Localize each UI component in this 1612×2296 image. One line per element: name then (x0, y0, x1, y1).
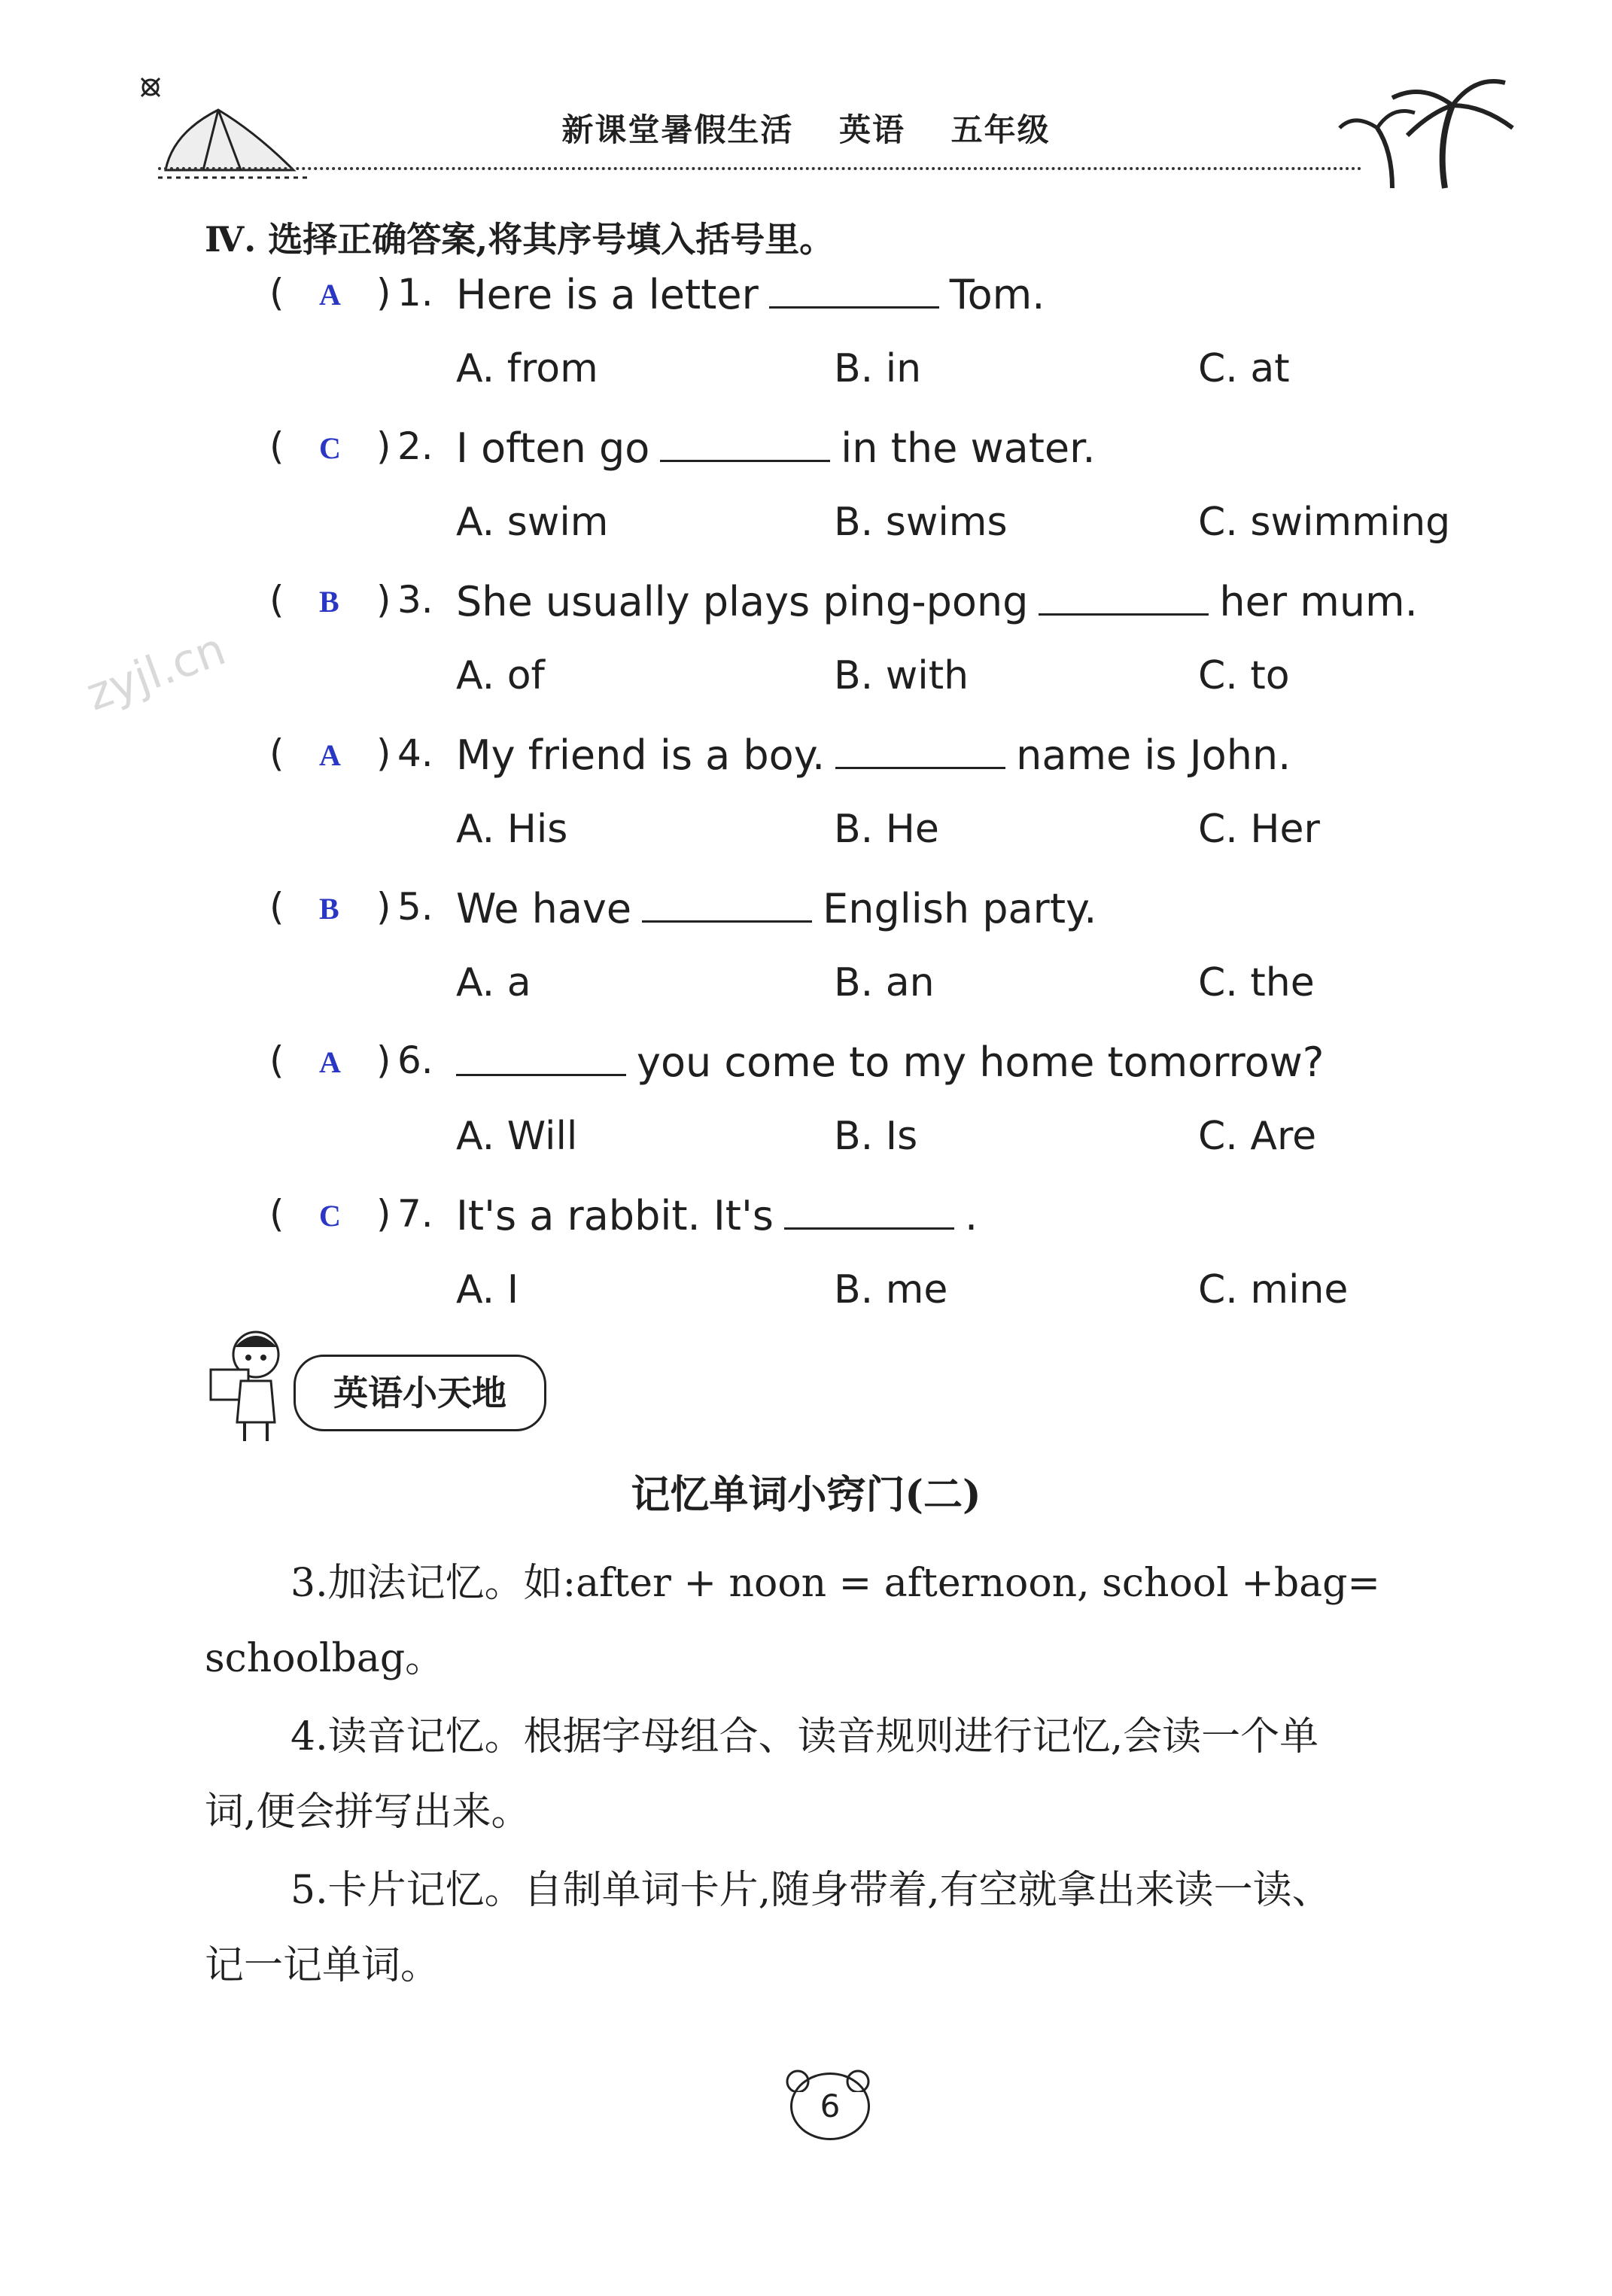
option-b: B. in (834, 346, 922, 391)
options-row (0, 1114, 1612, 1189)
answer-text: B (319, 585, 339, 619)
options-row (0, 500, 1612, 575)
tip-text: 5.卡片记忆。自制单词卡片,随身带着,有空就拿出来读一读、 (290, 1868, 1331, 1913)
answer-text: A (319, 738, 341, 772)
question-row (0, 424, 1612, 500)
question-number: 3. (397, 578, 433, 622)
answer-paren-left: ( (269, 731, 284, 775)
answer-paren-left: ( (269, 271, 284, 315)
question-number: 6. (397, 1039, 433, 1082)
answer-text: A (319, 278, 341, 312)
question-text-before: She usually plays ping-pong (456, 578, 1029, 625)
answer-paren-right: ) (376, 578, 391, 622)
answer-paren-left: ( (269, 578, 284, 622)
question-row (0, 1039, 1612, 1114)
question-text (456, 1192, 978, 1239)
option-c: C. mine (1198, 1267, 1349, 1312)
option-c: C. swimming (1198, 500, 1451, 545)
tip-line: schoolbag。 (205, 1636, 445, 1681)
tip-line: 记一记单词。 (205, 1943, 440, 1988)
question-text-after: English party. (823, 885, 1097, 932)
option-c: C. the (1198, 960, 1315, 1005)
watermark: zyjl.cn (79, 622, 233, 722)
answer-text: C (319, 1199, 341, 1233)
answer-blank (642, 913, 812, 923)
question-row (0, 885, 1612, 960)
question-text (456, 271, 1045, 318)
answer-paren-right: ) (376, 1039, 391, 1082)
option-a: A. of (456, 653, 545, 698)
question-text-after: her mum. (1219, 578, 1418, 625)
answer-paren-left: ( (269, 1192, 284, 1236)
question-text-before: It's a rabbit. It's (456, 1192, 774, 1239)
subject-label: 英语 (838, 111, 905, 148)
answer-paren-left: ( (269, 424, 284, 468)
answer-paren-left: ( (269, 1039, 284, 1082)
answer-paren-left: ( (269, 885, 284, 929)
question-text-before: I often go (456, 424, 650, 472)
question-number: 5. (397, 885, 433, 929)
question-text-after: . (964, 1192, 978, 1239)
page-number-badge (775, 2062, 881, 2145)
question-number: 2. (397, 424, 433, 468)
question-text-after: name is John. (1016, 731, 1291, 779)
answer-paren-right: ) (376, 1192, 391, 1236)
grade-label: 五年级 (950, 111, 1051, 148)
question-text-before: My friend is a boy. (456, 731, 826, 779)
option-a: A. from (456, 346, 598, 391)
question-number: 1. (397, 271, 433, 315)
option-a: A. His (456, 807, 568, 852)
section-heading: Ⅳ. 选择正确答案,将其序号填入括号里。 (205, 219, 835, 260)
option-b: B. an (834, 960, 935, 1005)
boy-reading-icon (203, 1324, 309, 1445)
answer-text: C (319, 431, 341, 465)
answer-paren-right: ) (376, 731, 391, 775)
question-text (456, 578, 1418, 625)
question-row (0, 271, 1612, 346)
header-divider (158, 167, 1362, 170)
option-a: A. a (456, 960, 531, 1005)
tip-line (205, 1699, 1454, 1774)
question-text-after: in the water. (841, 424, 1096, 472)
tip-paragraph (205, 1699, 1454, 1850)
answer-blank (660, 452, 830, 462)
question-number: 4. (397, 731, 433, 775)
question-row (0, 578, 1612, 653)
option-c: C. Her (1198, 807, 1320, 852)
answer-text: B (319, 892, 339, 926)
answer-blank (1039, 606, 1209, 616)
tip-text: 4.读音记忆。根据字母组合、读音规则进行记忆,会读一个单 (290, 1714, 1319, 1759)
question-row (0, 731, 1612, 807)
question-number: 7. (397, 1192, 433, 1236)
header-title (0, 105, 1612, 151)
answer-blank (769, 299, 939, 309)
question-text-after: you come to my home tomorrow? (637, 1039, 1325, 1086)
answer-blank (456, 1066, 626, 1076)
answer-blank (784, 1220, 954, 1230)
answer-paren-right: ) (376, 424, 391, 468)
question-row (0, 1192, 1612, 1267)
question-text (456, 731, 1291, 779)
option-a: A. I (456, 1267, 519, 1312)
tip-line (205, 1853, 1454, 1928)
tip-paragraph (205, 1853, 1454, 2003)
options-row (0, 807, 1612, 882)
option-b: B. me (834, 1267, 948, 1312)
tip-paragraph (205, 1546, 1454, 1696)
option-c: C. to (1198, 653, 1290, 698)
option-b: B. with (834, 653, 969, 698)
question-text-before: Here is a letter (456, 271, 759, 318)
book-title: 新课堂暑假生活 (561, 111, 794, 148)
answer-text: A (319, 1045, 341, 1079)
question-text (456, 424, 1096, 472)
answer-paren-right: ) (376, 271, 391, 315)
answer-paren-right: ) (376, 885, 391, 929)
option-a: A. swim (456, 500, 609, 545)
options-row (0, 960, 1612, 1035)
tips-title: 记忆单词小窍门(二) (631, 1472, 981, 1518)
corner-label: 英语小天地 (294, 1355, 546, 1431)
option-b: B. Is (834, 1114, 918, 1159)
tip-text: 3.加法记忆。如:after + noon = afternoon, school +bag= (290, 1561, 1380, 1606)
option-b: B. He (834, 807, 939, 852)
options-row (0, 653, 1612, 728)
tip-line: 词,便会拼写出来。 (205, 1790, 531, 1835)
option-c: C. at (1198, 346, 1290, 391)
page-number: 6 (790, 2072, 870, 2140)
question-text-before: We have (456, 885, 632, 932)
english-corner-banner (203, 1324, 549, 1445)
question-text (456, 885, 1096, 932)
question-text (456, 1039, 1324, 1086)
answer-blank (835, 759, 1005, 769)
tip-line (205, 1546, 1454, 1621)
option-c: C. Are (1198, 1114, 1317, 1159)
options-row (0, 346, 1612, 421)
option-b: B. swims (834, 500, 1008, 545)
option-a: A. Will (456, 1114, 578, 1159)
question-text-after: Tom. (949, 271, 1045, 318)
